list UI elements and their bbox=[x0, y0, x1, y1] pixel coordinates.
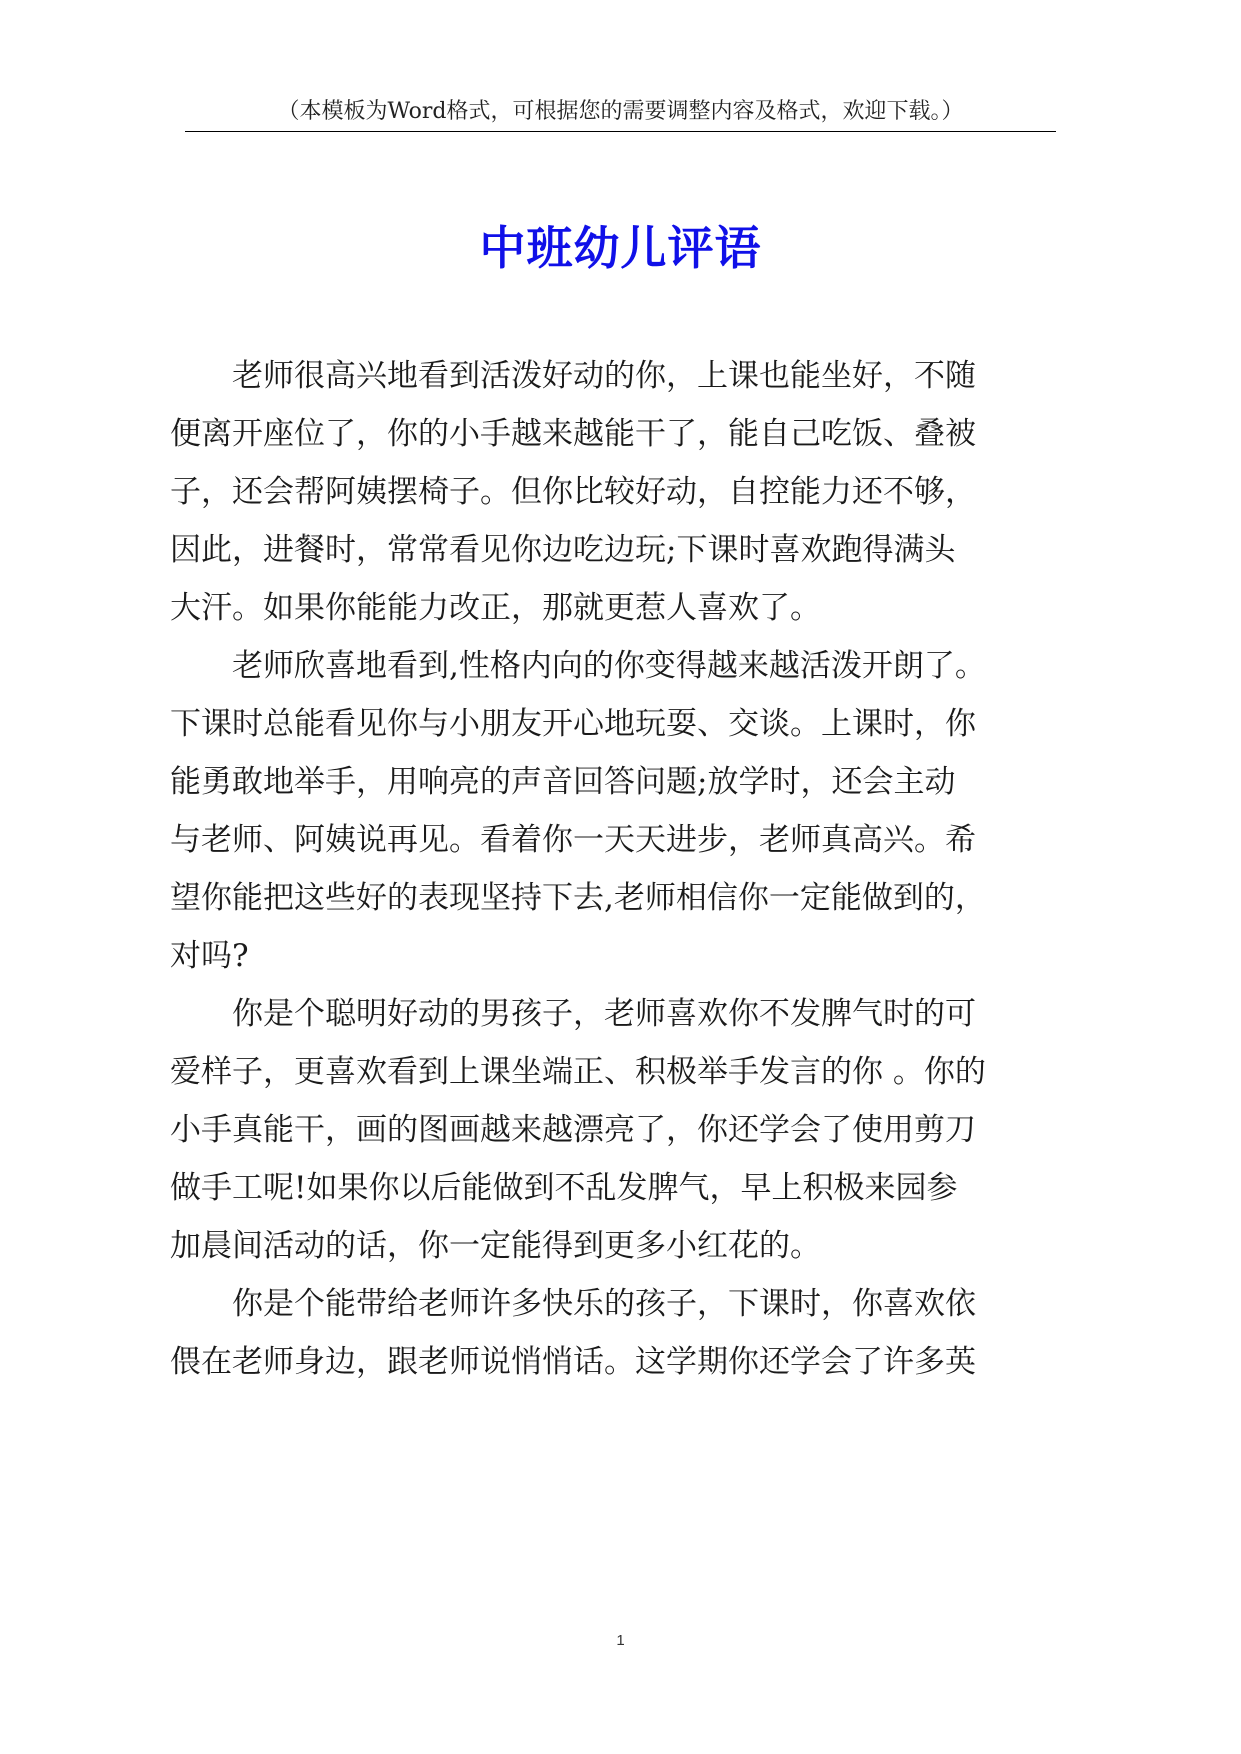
paragraph-4-line-2: 偎在老师身边，跟老师说悄悄话。这学期你还学会了许多英 bbox=[170, 1344, 976, 1380]
paragraph-2-line-2: 下课时总能看见你与小朋友开心地玩耍、交谈。上课时，你 bbox=[170, 706, 976, 742]
paragraph-2-line-4: 与老师、阿姨说再见。看着你一天天进步，老师真高兴。希 bbox=[170, 822, 976, 858]
paragraph-1-line-5: 大汗。如果你能能力改正，那就更惹人喜欢了。 bbox=[170, 590, 821, 626]
document-title: 中班幼儿评语 bbox=[479, 221, 762, 275]
paragraph-3-line-1: 你是个聪明好动的男孩子，老师喜欢你不发脾气时的可 bbox=[232, 996, 976, 1032]
paragraph-4-line-1: 你是个能带给老师许多快乐的孩子，下课时，你喜欢依 bbox=[232, 1286, 976, 1322]
paragraph-3-line-2: 爱样子，更喜欢看到上课坐端正、积极举手发言的你 。你的 bbox=[170, 1054, 986, 1090]
page-number: 1 bbox=[616, 1632, 625, 1649]
paragraph-3-line-4: 做手工呢!如果你以后能做到不乱发脾气，早上积极来园参 bbox=[170, 1170, 958, 1206]
paragraph-1-line-1: 老师很高兴地看到活泼好动的你，上课也能坐好，不随 bbox=[232, 358, 976, 394]
paragraph-3-line-3: 小手真能干，画的图画越来越漂亮了，你还学会了使用剪刀 bbox=[170, 1112, 976, 1148]
header-note: （本模板为Word格式，可根据您的需要调整内容及格式，欢迎下载。） bbox=[277, 99, 964, 124]
paragraph-1-line-4: 因此，进餐时，常常看见你边吃边玩;下课时喜欢跑得满头 bbox=[170, 532, 956, 568]
paragraph-1-line-3: 子，还会帮阿姨摆椅子。但你比较好动，自控能力还不够， bbox=[170, 474, 976, 510]
paragraph-3-line-5: 加晨间活动的话，你一定能得到更多小红花的。 bbox=[170, 1228, 821, 1264]
paragraph-2-line-5: 望你能把这些好的表现坚持下去,老师相信你一定能做到的， bbox=[170, 880, 986, 916]
paragraph-2-line-3: 能勇敢地举手，用响亮的声音回答问题;放学时，还会主动 bbox=[170, 764, 956, 800]
paragraph-2-line-6: 对吗? bbox=[170, 938, 249, 974]
paragraph-2-line-1: 老师欣喜地看到,性格内向的你变得越来越活泼开朗了。 bbox=[232, 648, 986, 684]
paragraph-1-line-2: 便离开座位了，你的小手越来越能干了，能自己吃饭、叠被 bbox=[170, 416, 976, 452]
